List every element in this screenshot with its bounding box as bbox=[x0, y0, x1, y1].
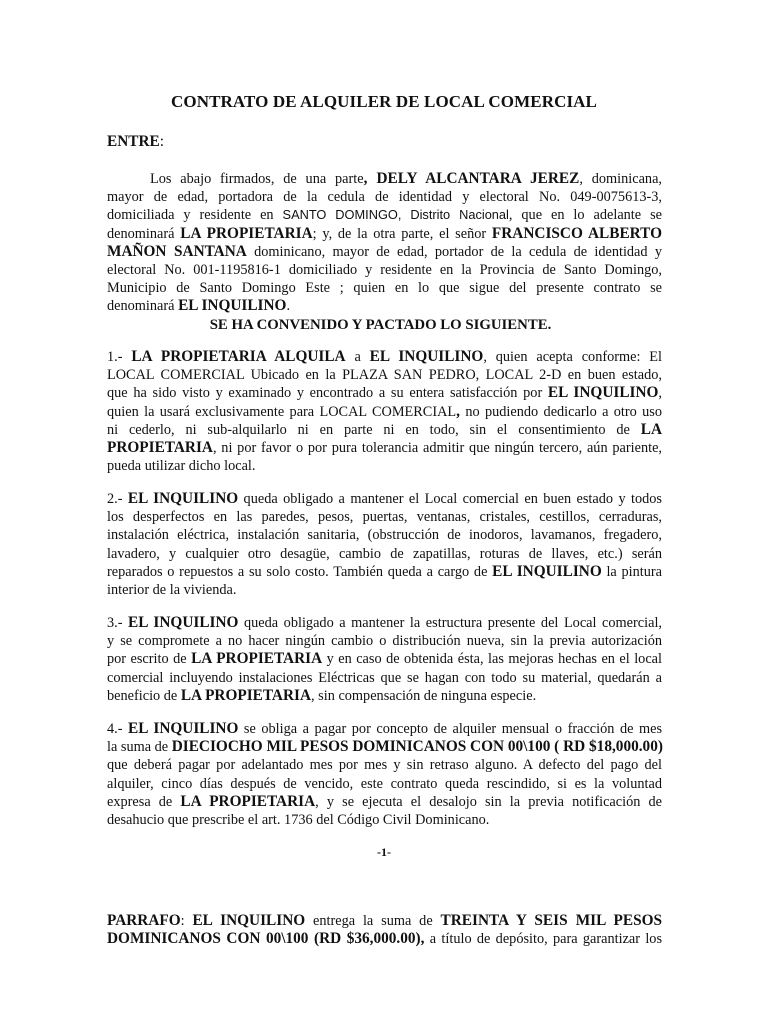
text-line: expresa de LA PROPIETARIA, y se ejecuta el desalojo sin la previa notificación de bbox=[107, 792, 662, 810]
text-line: PARRAFO: EL INQUILINO entrega la suma de TREINTA Y SEIS MIL PESOS bbox=[107, 912, 663, 929]
text-line: domiciliada y residente en SANTO DOMINGO, Distrito Nacional, que en lo adelante se bbox=[107, 207, 662, 224]
text-line: LOCAL COMERCIAL Ubicado en la PLAZA SAN PEDRO, LOCAL 2-D en buen estado, bbox=[107, 367, 662, 384]
contract-title: CONTRATO DE ALQUILER DE LOCAL COMERCIAL bbox=[171, 92, 597, 111]
clause-3 bbox=[107, 614, 662, 705]
entre-heading: ENTRE: bbox=[107, 133, 165, 150]
text-line: y se compromete a no hacer ningún cambio o distribución nueva, sin la previa autorización bbox=[107, 633, 662, 650]
parrafo-paragraph bbox=[107, 912, 662, 948]
agreement-heading: SE HA CONVENIDO Y PACTADO LO SIGUIENTE. bbox=[209, 316, 552, 333]
text-line: instalación eléctrica, instalación sanitaria, (obstrucción de inodoros, lavamanos, fregadero, bbox=[107, 527, 662, 544]
text-line: denominará LA PROPIETARIA; y, de la otra parte, el señor FRANCISCO ALBERTO bbox=[107, 224, 662, 242]
text-line: Los abajo firmados, de una parte, DELY ALCANTARA JEREZ, dominicana, bbox=[150, 170, 662, 187]
text-line: ni cederlo, ni sub-alquilarlo ni en parte ni en todo, sin el consentimiento de LA bbox=[107, 420, 662, 438]
text-line: 2.- EL INQUILINO queda obligado a mantener el Local comercial en buen estado y todos bbox=[107, 490, 662, 507]
text-line: interior de la vivienda. bbox=[107, 582, 237, 599]
text-line: pueda utilizar dicho local. bbox=[107, 458, 256, 475]
text-line: que ha sido visto y examinado y encontrado a su entera satisfacción por EL INQUILINO, bbox=[107, 384, 662, 402]
text-line: lavadero, y cualquier otro desagüe, cambio de zapatillas, roturas de llaves, etc.) serán bbox=[107, 545, 662, 562]
text-line: Municipio de Santo Domingo Este ; quien en lo que sigue del presente contrato se bbox=[107, 280, 662, 297]
text-line: electoral No. 001-1195816-1 domiciliado y residente en la Provincia de Santo Domingo, bbox=[107, 262, 662, 279]
text-line: 3.- EL INQUILINO queda obligado a mantener la estructura presente del Local comercial, bbox=[107, 614, 662, 631]
text-line: beneficio de LA PROPIETARIA, sin compensación de ninguna especie. bbox=[107, 686, 537, 704]
text-line: reparados o repuestos a su solo costo. También queda a cargo de EL INQUILINO la pintura bbox=[107, 562, 662, 580]
clause-1 bbox=[107, 348, 662, 475]
page-number: -1- bbox=[377, 845, 391, 859]
text-line: alquiler, cinco días después de vencido, este contrato queda rescindido, si es la voluntad bbox=[107, 775, 662, 792]
text-line: 1.- LA PROPIETARIA ALQUILA a EL INQUILINO, quien acepta conforme: El bbox=[107, 348, 663, 365]
clause-4 bbox=[107, 720, 662, 829]
text-line: mayor de edad, portadora de la cedula de identidad y electoral No. 049-0075613-3, bbox=[107, 189, 662, 206]
clause-2 bbox=[107, 490, 662, 599]
text-line: 4.- EL INQUILINO se obliga a pagar por concepto de alquiler mensual o fracción de mes bbox=[107, 720, 663, 737]
text-line: que deberá pagar por adelantado mes por mes y sin retraso alguno. A defecto del pago del bbox=[107, 757, 662, 774]
entre-label: ENTRE bbox=[107, 133, 160, 150]
text-line: PROPIETARIA, ni por favor o por pura tolerancia admitir que ningún tercero, aún pariente, bbox=[107, 439, 662, 457]
text-line: DOMINICANOS CON 00\100 (RD $36,000.00), a título de depósito, para garantizar los bbox=[107, 930, 663, 948]
text-line: los desperfectos en las paredes, pesos, puertas, ventanas, cristales, cestillos, cerraduras, bbox=[107, 509, 662, 526]
text-line: desahucio que prescribe el art. 1736 del Código Civil Dominicano. bbox=[107, 812, 490, 829]
text-line: comercial incluyendo instalaciones Eléctricas que se hagan con todo su material, quedarán a bbox=[107, 669, 662, 686]
text-line: MAÑON SANTANA dominicano, mayor de edad, portador de la cedula de identidad y bbox=[107, 242, 662, 260]
text-line: por escrito de LA PROPIETARIA y en caso de obtenida ésta, las mejoras hechas en el local bbox=[107, 650, 662, 668]
text-line: quien la usará exclusivamente para LOCAL COMERCIAL, no pudiendo dedicarlo a otro uso bbox=[107, 402, 662, 420]
intro-paragraph bbox=[107, 170, 662, 334]
text-line: la suma de DIECIOCHO MIL PESOS DOMINICANOS CON 00\100 ( RD $18,000.00) bbox=[107, 738, 663, 756]
text-line: denominará EL INQUILINO. bbox=[107, 297, 291, 315]
